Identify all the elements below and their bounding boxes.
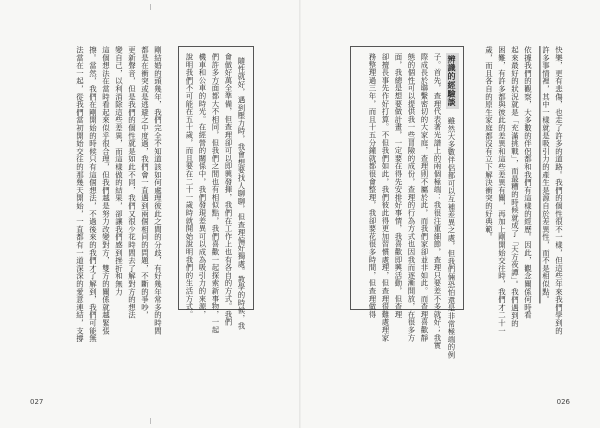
right-box-column-3: 際成長於聯繫密切的大家庭，查理則不屬於此，而我們家卻並非如此。而查理喜歡靜 (420, 53, 429, 342)
box-heading: 辨識的經驗談 (447, 55, 457, 107)
top-crop-mark (150, 4, 151, 10)
left-body-column-4: 變自己，以利消除這些差異，而這樣做的結果，卻讓我們感到挫折和無力 (114, 46, 124, 296)
right-page-box (350, 46, 464, 359)
page-number-left: 027 (30, 398, 44, 406)
right-body-column-4: 起來最好的狀況就是「充滿挑戰」，而最糟的時候就成了「天方夜譚」。我們遇到的 (510, 46, 520, 328)
left-body-column-5: 這個想法在當時看起來似乎很合理，但我們越是努力改變對方，雙方的關係就越緊張 (101, 46, 111, 335)
left-box-column-3: 們許多方面都大不相同，但我們之間也有相似點，我們喜歡一起探索新事物，一起 (211, 53, 220, 334)
right-body-text-1: 快樂，更有悲傷，也走了許多的道路。我們的個性很不一樣，但這些年來我們學到的 (554, 46, 564, 335)
left-page-box (178, 46, 254, 334)
left-body-column-7: 法當在一起，從我們當初開始交往的那幾天開始，一直都有一道深深的愛意連結，支撐 (75, 46, 85, 343)
left-box-column-1: 隨性就好，遇到壓力時，我會想要找人聊聊，但查理偏好獨處。教學的時候，我 (237, 57, 246, 330)
page-number-right: 026 (556, 398, 570, 406)
left-box-column-4: 機車和公車的時光。在經營的關係中，我們發現差異可以成為吸引力的來源， (198, 53, 207, 319)
right-body-column-1 (553, 46, 564, 346)
left-box-column-5: 說明我們不可能在五十歲，而且要在二十一歲時就開始說明我們的生活方式。 (185, 53, 194, 319)
right-page (300, 0, 600, 428)
right-box-column-2: 子。首先，查理代表著光譜上的兩個極端：我很注重細節，查理只要差不多就好；我實 (433, 53, 442, 350)
right-body-column-5: 困難，有許多都與彼此的差異和這些差異有關，再加上剛開始交往時，我們才二十一 (497, 46, 507, 335)
right-body-column-6: 歲，而且各自的原生家庭都沒有立下解決衝突的好典範。 (484, 46, 494, 241)
right-box-column-7: 務整理過三年，而且十五分鐘就都很會整理，我卻要花很多時間，但查理做得 (368, 53, 377, 319)
right-box-column-4: 態的個性可以提供我一些冒險的成份，查理的行為方式也因我而逐漸開放，在很多方 (407, 53, 416, 342)
left-body-column-1: 剛結婚的頭幾年，我們完全不知道該如何處理彼此之間的分歧，有好幾年常多的時間 (153, 46, 163, 335)
left-body-column-2: 都是在衝突或是逃避之中度過，我們會一直遇到兩個相同的問題，不斷的爭吵， (140, 46, 150, 319)
left-body-column-6: 擦。當然，我們在剛開始的時候只有這個想法，不過後來的我們才了解到，我們可能無 (88, 46, 98, 343)
right-box-column-1: 雖然大多數伴侶都可以互補差異之處，但我們倆恐怕還是非常極端的例 (447, 117, 456, 359)
right-body-column-2: 許多事情裡，其中一樣就是吸引力的產生是源自於差異性，而不是相似點。 (541, 46, 551, 304)
right-body-column-3: 依據我們的觀察，大多數的伴侶都和我們有這樣的經歷。因此，觀念關係何時看 (523, 46, 533, 319)
right-box-column-6: 卻擅長事先作好打算。不但我們如此，我們彼此得更加習慣處理，但查理很難處理家 (381, 53, 390, 342)
left-box-column-2: 會做好萬全準備，但查理卻可以即興發揮，我們在工作上也有各自的方式。我們 (224, 53, 233, 326)
left-body-column-3: 更新聲音，但是我們的個性就是如此不同，我們又很少花時間去了解對方的想法 (127, 46, 137, 319)
bottom-crop-mark (150, 418, 151, 424)
right-box-column-5: 面，我總是想要做計畫，一定要在得先安排好事情，我喜歡即興活動，但查理 (394, 53, 403, 319)
